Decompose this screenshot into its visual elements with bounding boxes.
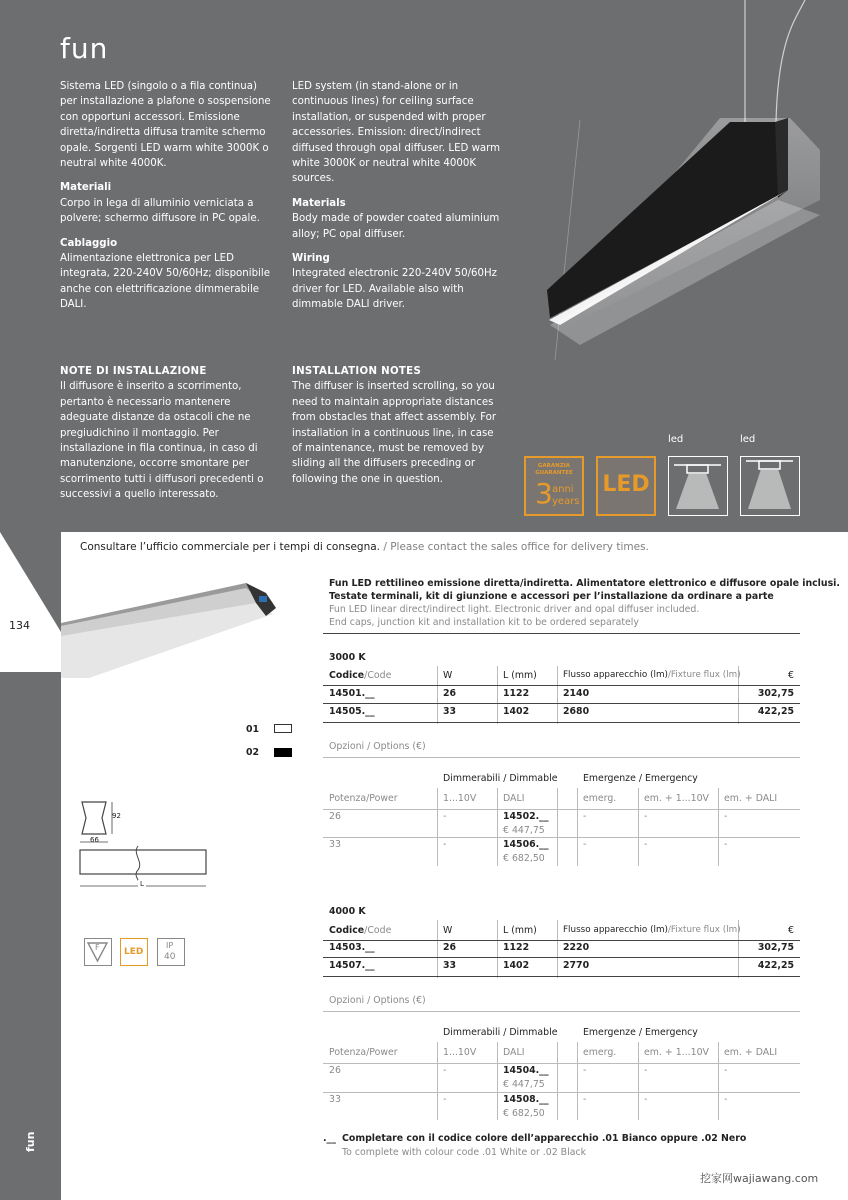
dim-height: 92 (112, 812, 121, 820)
l-cell: 1122 (503, 942, 530, 953)
col-divider (557, 666, 558, 724)
code-cell: 14503.__ (329, 942, 375, 953)
w-cell: 26 (443, 688, 457, 699)
code-cell: 14505.__ (329, 706, 375, 717)
led-label-2: led (740, 434, 756, 445)
price-cell: 302,75 (757, 942, 794, 953)
color-swatch-black (274, 748, 292, 757)
flux-cell: 2220 (563, 942, 590, 953)
options-title: Opzioni / Options (€) (329, 741, 426, 752)
col-divider (497, 788, 498, 866)
code-cell: 14507.__ (329, 960, 375, 971)
l-cell: 1122 (503, 688, 530, 699)
dali-price-cell: € 682,50 (503, 1108, 545, 1119)
emission-indirect-icon (740, 456, 800, 516)
dali-code-cell: 14506.__ (503, 839, 549, 850)
v110-cell: - (443, 1094, 447, 1105)
v110-cell: - (443, 1065, 447, 1076)
header-l: L (mm) (503, 670, 537, 681)
product-photo (61, 578, 281, 678)
description-it (60, 79, 275, 313)
row-line (323, 837, 800, 838)
led-badge (596, 456, 656, 516)
dali-price-cell: € 682,50 (503, 853, 545, 864)
light-beam-icon-2 (741, 457, 798, 514)
emdali-cell: - (724, 1094, 728, 1105)
col-divider (577, 788, 578, 866)
l-cell: 1402 (503, 960, 530, 971)
emergency-header: Emergenze / Emergency (583, 1027, 698, 1038)
dali-code-cell: 14508.__ (503, 1094, 549, 1105)
row-line (323, 757, 800, 758)
materials-title-it: Materiali (60, 182, 112, 194)
power-cell: 33 (329, 839, 341, 850)
col-divider (437, 788, 438, 866)
color-swatch-white (274, 724, 292, 733)
dali-price-cell: € 447,75 (503, 825, 545, 836)
delivery-note (80, 541, 649, 553)
power-cell: 33 (329, 1094, 341, 1105)
install-notes-it (60, 364, 275, 503)
col-divider (577, 1042, 578, 1120)
l-cell: 1402 (503, 706, 530, 717)
light-beam-icon (669, 457, 726, 514)
col-divider (557, 920, 558, 978)
price-cell: 302,75 (757, 688, 794, 699)
col-divider (638, 1042, 639, 1120)
header-flux (563, 670, 741, 680)
header-code-it: Codice (329, 925, 365, 936)
col-divider (718, 788, 719, 866)
row-line (323, 1063, 800, 1064)
row-line (323, 1011, 800, 1012)
power-header: Potenza/Power (329, 1047, 398, 1058)
header-flux (563, 925, 741, 935)
emdali-header: em. + DALI (724, 793, 778, 804)
price-cell: 422,25 (757, 960, 794, 971)
install-title-it: NOTE DI INSTALLAZIONE (60, 366, 207, 377)
col-divider (497, 666, 498, 724)
em110-cell: - (644, 839, 648, 850)
em-header: emerg. (583, 1047, 617, 1058)
product-description (329, 577, 840, 629)
install-text-it: Il diffusore è inserito a scorrimento, pertanto è necessario mantenere adeguate distanze da ostacoli che ne pregiudichino il montaggio. Per installazione in fila continua, in caso di manutenzione, occorre smontare per scorrimento tutti i diffusori precedenti o successivi a quello interessato. (60, 381, 264, 501)
col-divider (638, 788, 639, 866)
header-flux-en: /Fixture flux (lm) (667, 925, 741, 935)
lamp-illustration (520, 0, 848, 360)
product-line-4: End caps, junction kit and installation kit to be ordered separately (329, 617, 639, 628)
header-code (329, 925, 391, 936)
power-cell: 26 (329, 1065, 341, 1076)
guarantee-number: 3 (535, 477, 553, 510)
em110-cell: - (644, 811, 648, 822)
materials-text-it: Corpo in lega di alluminio verniciata a polvere; schermo diffusore in PC opale. (60, 197, 260, 225)
col-divider (497, 920, 498, 978)
guarantee-badge (524, 456, 584, 516)
install-notes-en (292, 364, 502, 487)
header-flux-it: Flusso apparecchio (lm) (563, 925, 668, 935)
header-code-it: Codice (329, 670, 365, 681)
section-title-4000: 4000 K (329, 906, 366, 917)
em-cell: - (583, 1094, 587, 1105)
emdali-cell: - (724, 1065, 728, 1076)
header-code (329, 670, 391, 681)
em110-cell: - (644, 1065, 648, 1076)
led-icon-text: LED (124, 947, 144, 957)
side-tab (0, 532, 62, 672)
ip-text: IP (166, 941, 174, 950)
materials-text-en: Body made of powder coated aluminium alloy; PC opal diffuser. (292, 213, 500, 240)
flux-cell: 2680 (563, 706, 590, 717)
header-eur: € (788, 925, 794, 936)
color-code-02: 02 (246, 747, 260, 758)
materials-title-en: Materials (292, 197, 346, 209)
dimmable-header: Dimmerabili / Dimmable (443, 773, 558, 784)
header-flux-en: /Fixture flux (lm) (667, 670, 741, 680)
dali-header: DALI (503, 793, 525, 804)
col-divider (557, 788, 558, 866)
class-f-text: F (95, 943, 100, 952)
emergency-header: Emergenze / Emergency (583, 773, 698, 784)
flux-cell: 2770 (563, 960, 590, 971)
col-divider (437, 920, 438, 978)
dim-width: 66 (90, 836, 99, 844)
section-title-3000: 3000 K (329, 652, 366, 663)
v110-cell: - (443, 811, 447, 822)
emdali-cell: - (724, 839, 728, 850)
power-header: Potenza/Power (329, 793, 398, 804)
header-flux-it: Flusso apparecchio (lm) (563, 670, 668, 680)
dimension-drawing (76, 798, 216, 893)
header-banner (0, 0, 848, 532)
emission-direct-icon (668, 456, 728, 516)
row-line (323, 940, 800, 941)
description-en (292, 79, 510, 313)
brand-logo: fun (60, 32, 109, 65)
wiring-title-en: Wiring (292, 253, 330, 265)
product-line-3: Fun LED linear direct/indirect light. Electronic driver and opal diffuser included. (329, 604, 700, 615)
dali-header: DALI (503, 1047, 525, 1058)
product-line-2: Testate terminali, kit di giunzione e accessori per l’installazione da ordinare a parte (329, 591, 774, 602)
watermark: 挖家网wajiawang.com (700, 1172, 819, 1185)
footnote-mark: .__ (323, 1133, 336, 1144)
row-line (323, 976, 800, 977)
row-line (323, 1092, 800, 1093)
dali-code-cell: 14504.__ (503, 1065, 549, 1076)
footnote-it: Completare con il codice colore dell’apparecchio .01 Bianco oppure .02 Nero (342, 1133, 747, 1144)
product-line-1: Fun LED rettilineo emissione diretta/indiretta. Alimentatore elettronico e diffusore opale inclusi. (329, 578, 840, 589)
em110-header: em. + 1...10V (644, 793, 709, 804)
intro-en: LED system (in stand-alone or in continuous lines) for ceiling surface installation, or suspended with proper accessories. Emission: direct/indirect diffused through opal diffuser. LED warm white 3000K or neutral white 4000K sources. (292, 81, 501, 185)
code-cell: 14501.__ (329, 688, 375, 699)
header-code-en: /Code (364, 925, 392, 936)
wiring-text-it: Alimentazione elettronica per LED integrata, 220-240V 50/60Hz; disponibile anche con elettrificazione dimmerabile DALI. (60, 253, 270, 311)
em-cell: - (583, 811, 587, 822)
row-line (323, 722, 800, 723)
col-divider (437, 1042, 438, 1120)
class-f-icon (84, 938, 112, 966)
ip-number: 40 (164, 952, 176, 962)
options-title: Opzioni / Options (€) (329, 995, 426, 1006)
v110-header: 1...10V (443, 793, 477, 804)
install-title-en: INSTALLATION NOTES (292, 366, 422, 377)
guarantee-anni: anni (552, 484, 574, 495)
em-header: emerg. (583, 793, 617, 804)
flux-cell: 2140 (563, 688, 590, 699)
v110-cell: - (443, 839, 447, 850)
col-divider (497, 1042, 498, 1120)
header-w: W (443, 925, 453, 936)
install-text-en: The diffuser is inserted scrolling, so you need to maintain appropriate distances from obstacles that affect assembly. For installation in a continuous line, in case of maintenance, must be removed by sliding all the diffusers preceding or following the one in question. (292, 381, 497, 485)
col-divider (437, 666, 438, 724)
guarantee-top: GARANZIA GUARANTEE (535, 463, 573, 476)
emdali-header: em. + DALI (724, 1047, 778, 1058)
header-w: W (443, 670, 453, 681)
dimmable-header: Dimmerabili / Dimmable (443, 1027, 558, 1038)
ip40-icon (157, 938, 185, 966)
em110-cell: - (644, 1094, 648, 1105)
emdali-cell: - (724, 811, 728, 822)
em110-header: em. + 1...10V (644, 1047, 709, 1058)
w-cell: 33 (443, 706, 457, 717)
v110-header: 1...10V (443, 1047, 477, 1058)
wiring-title-it: Cablaggio (60, 237, 118, 249)
side-label: fun (24, 1131, 37, 1152)
row-line (323, 703, 800, 704)
em-cell: - (583, 1065, 587, 1076)
em-cell: - (583, 839, 587, 850)
price-cell: 422,25 (757, 706, 794, 717)
header-code-en: /Code (364, 670, 392, 681)
header-l: L (mm) (503, 925, 537, 936)
led-icon (120, 938, 148, 966)
dali-code-cell: 14502.__ (503, 811, 549, 822)
color-code-01: 01 (246, 724, 260, 735)
dim-length: L (140, 880, 144, 888)
row-line (323, 957, 800, 958)
col-divider (557, 1042, 558, 1120)
guarantee-years: years (552, 496, 580, 507)
header-eur: € (788, 670, 794, 681)
col-divider (718, 1042, 719, 1120)
delivery-note-en: / Please contact the sales office for delivery times. (383, 541, 649, 553)
row-line (323, 685, 800, 686)
led-label-1: led (668, 434, 684, 445)
wiring-text-en: Integrated electronic 220-240V 50/60Hz driver for LED. Available also with dimmable DALI driver. (292, 268, 498, 311)
power-cell: 26 (329, 811, 341, 822)
w-cell: 33 (443, 960, 457, 971)
led-badge-text: LED (602, 472, 650, 497)
delivery-note-it: Consultare l’ufficio commerciale per i tempi di consegna. (80, 541, 380, 553)
page-number: 134 (9, 619, 30, 632)
dali-price-cell: € 447,75 (503, 1079, 545, 1090)
divider (323, 633, 800, 634)
w-cell: 26 (443, 942, 457, 953)
footnote-en: To complete with colour code .01 White or .02 Black (342, 1147, 587, 1158)
intro-it: Sistema LED (singolo o a fila continua) per installazione a plafone o sospensione con opportuni accessori. Emissione diretta/indiretta diffusa tramite schermo opale. Sorgenti LED warm white 3000K o neutral white 4000K. (60, 81, 271, 170)
row-line (323, 809, 800, 810)
